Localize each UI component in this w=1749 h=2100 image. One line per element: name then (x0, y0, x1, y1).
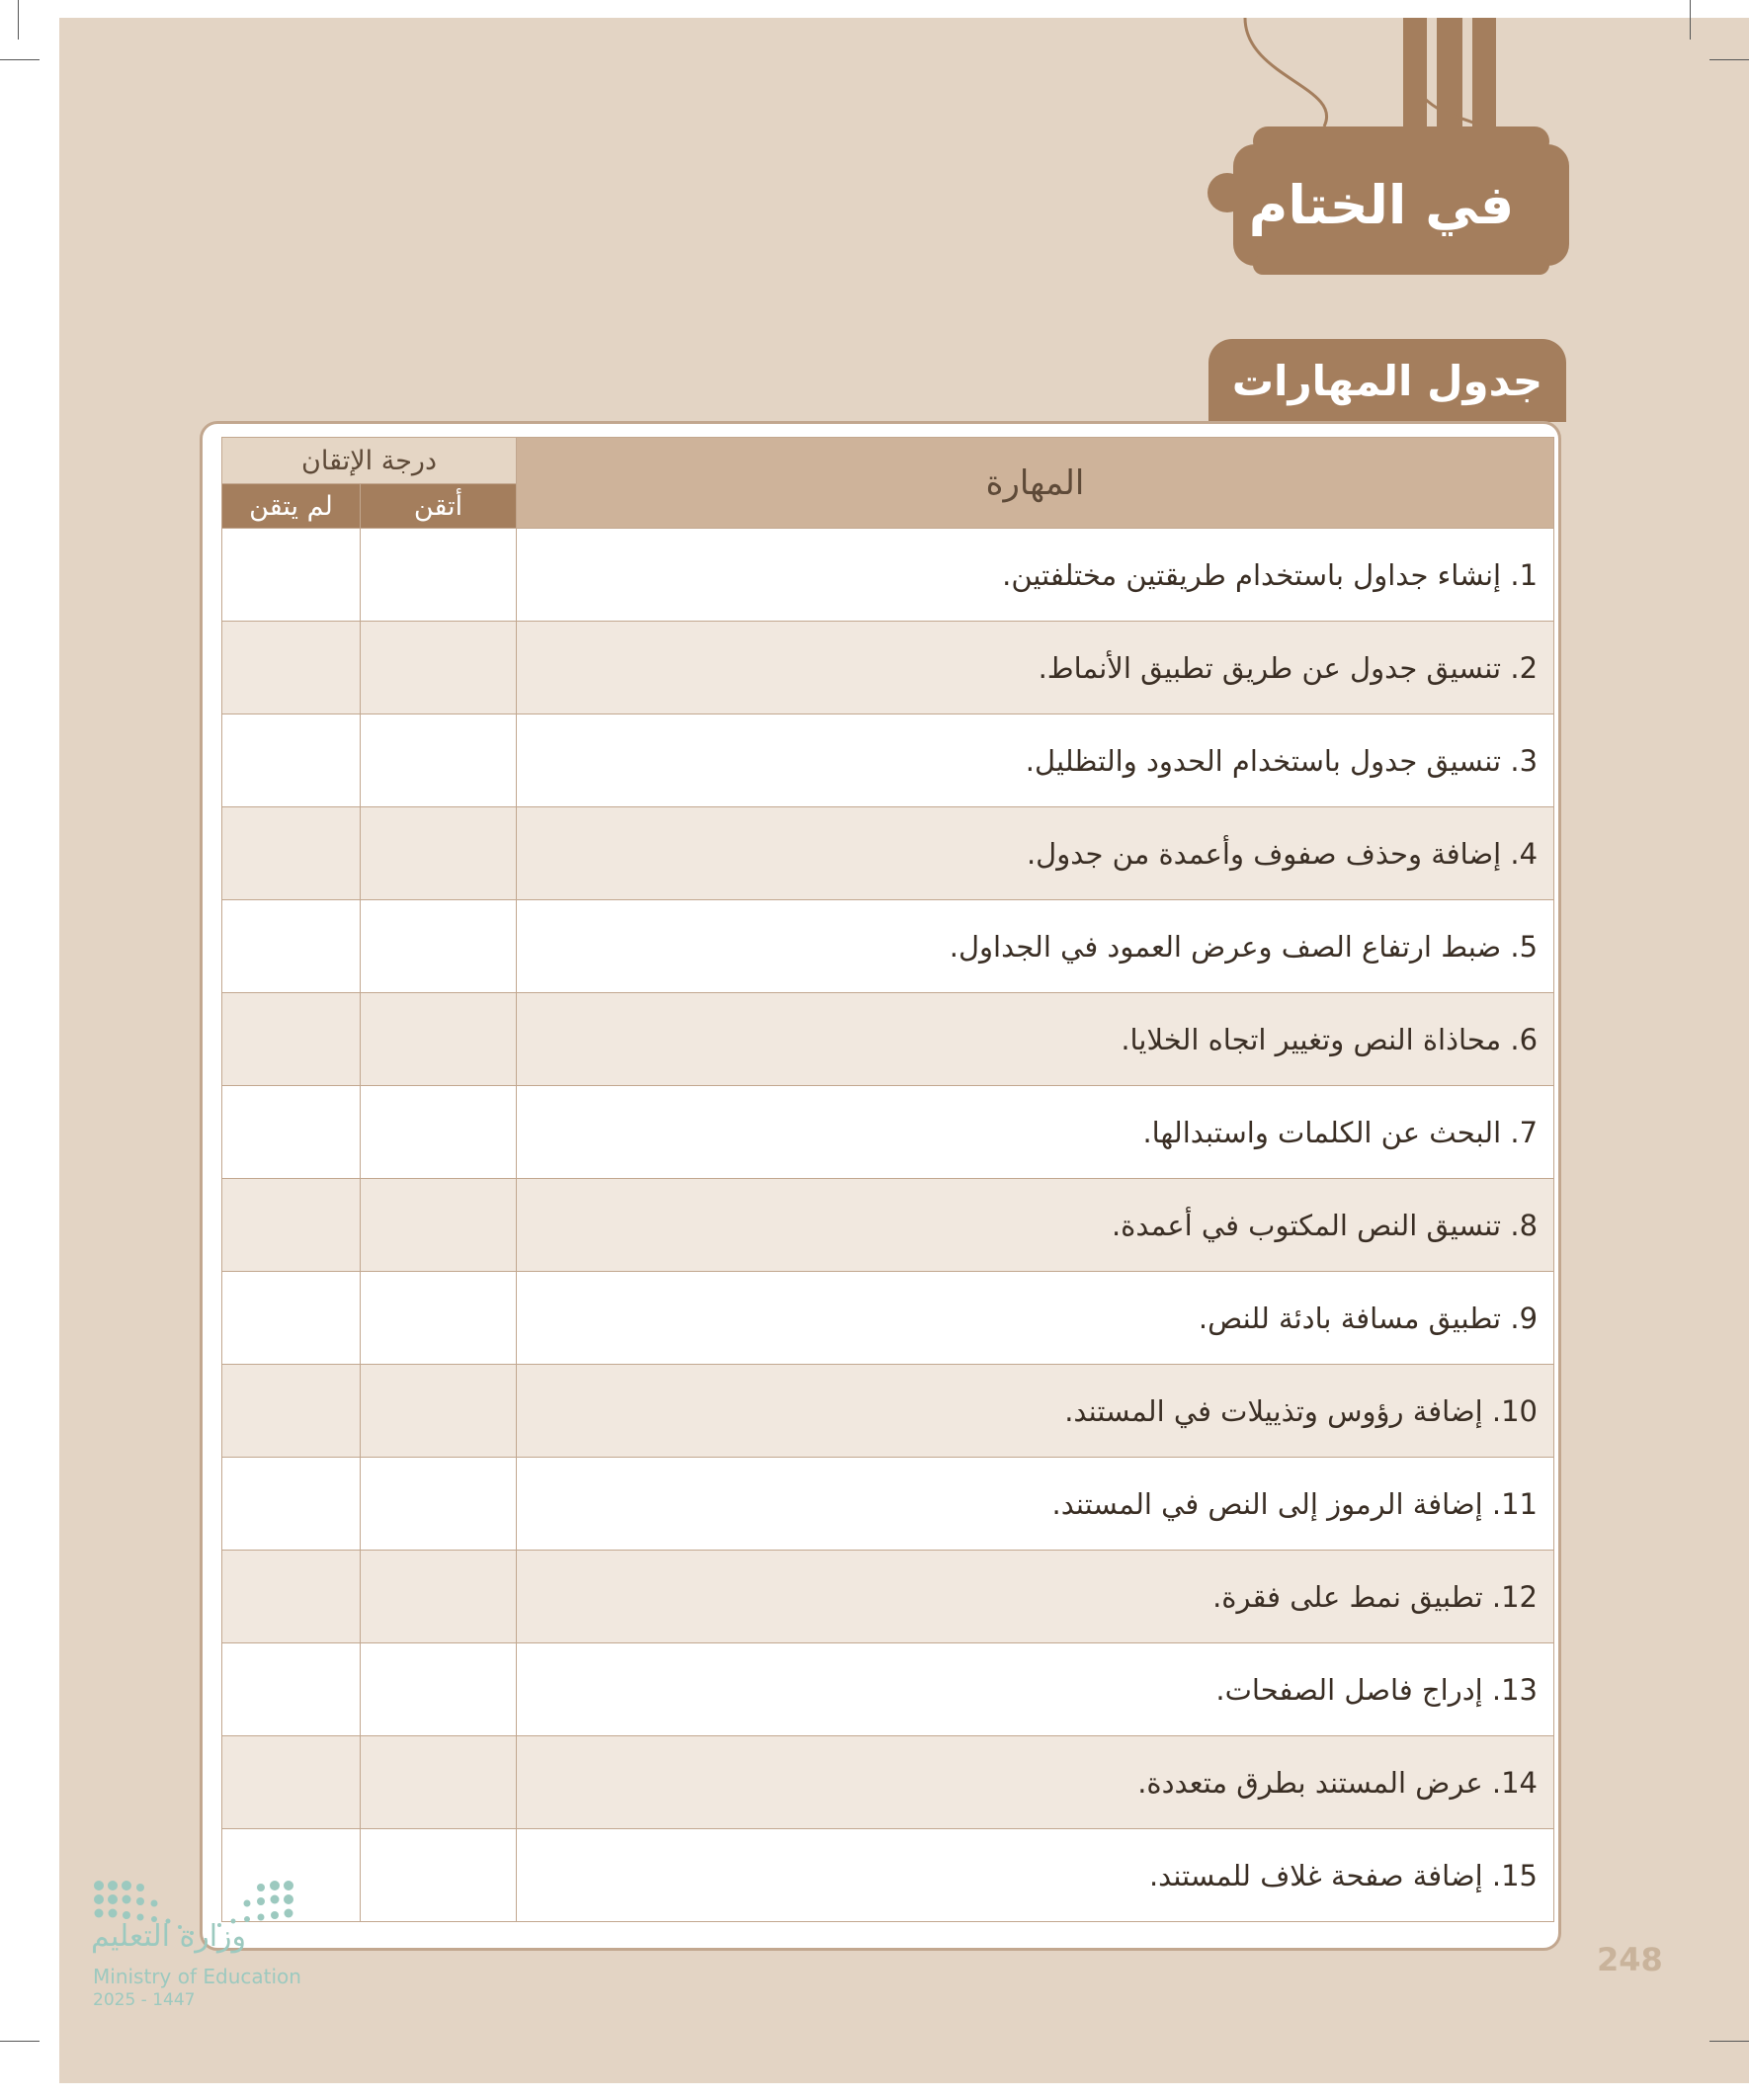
skill-text: 12. تطبيق نمط على فقرة. (517, 1551, 1554, 1643)
skill-text: 14. عرض المستند بطرق متعددة. (517, 1736, 1554, 1829)
not-mastered-cell[interactable] (222, 1086, 361, 1179)
table-row (222, 1086, 1554, 1179)
table-row (222, 1736, 1554, 1829)
mastered-header: أتقن (361, 484, 517, 529)
table-row (222, 807, 1554, 900)
not-mastered-cell[interactable] (222, 1272, 361, 1365)
mastered-cell[interactable] (361, 1272, 517, 1365)
skill-text: 8. تنسيق النص المكتوب في أعمدة. (517, 1179, 1554, 1272)
not-mastered-cell[interactable] (222, 1458, 361, 1551)
table-row (222, 714, 1554, 807)
skill-text: 7. البحث عن الكلمات واستبدالها. (517, 1086, 1554, 1179)
not-mastered-cell[interactable] (222, 1736, 361, 1829)
section-tab: جدول المهارات (1208, 339, 1566, 422)
not-mastered-cell[interactable] (222, 1179, 361, 1272)
skill-text: 1. إنشاء جداول باستخدام طريقتين مختلفتين. (517, 529, 1554, 622)
table-row (222, 1365, 1554, 1458)
logo-arabic-text: وزارة التعليم (91, 1919, 247, 1954)
skill-text: 11. إضافة الرموز إلى النص في المستند. (517, 1458, 1554, 1551)
skill-text: 4. إضافة وحذف صفوف وأعمدة من جدول. (517, 807, 1554, 900)
page-number: 248 (1597, 1941, 1663, 1978)
logo-year: 2025 - 1447 (93, 1990, 196, 2010)
table-row (222, 1272, 1554, 1365)
skill-text: 6. محاذاة النص وتغيير اتجاه الخلايا. (517, 993, 1554, 1086)
table-row (222, 1458, 1554, 1551)
not-mastered-cell[interactable] (222, 529, 361, 622)
skill-text: 5. ضبط ارتفاع الصف وعرض العمود في الجداول. (517, 900, 1554, 993)
logo-english-text: Ministry of Education (93, 1965, 301, 1988)
page-title: في الختام (1248, 174, 1515, 236)
mastered-cell[interactable] (361, 993, 517, 1086)
skills-table (221, 437, 1554, 1922)
skill-text: 15. إضافة صفحة غلاف للمستند. (517, 1829, 1554, 1922)
mastered-cell[interactable] (361, 1086, 517, 1179)
mastered-cell[interactable] (361, 1365, 517, 1458)
degree-header: درجة الإتقان (222, 438, 517, 484)
skill-text: 3. تنسيق جدول باستخدام الحدود والتظليل. (517, 714, 1554, 807)
not-mastered-cell[interactable] (222, 807, 361, 900)
skill-text: 2. تنسيق جدول عن طريق تطبيق الأنماط. (517, 622, 1554, 714)
mastered-cell[interactable] (361, 807, 517, 900)
mastered-cell[interactable] (361, 1829, 517, 1922)
not-mastered-cell[interactable] (222, 993, 361, 1086)
mastered-cell[interactable] (361, 622, 517, 714)
table-row (222, 1179, 1554, 1272)
skill-header: المهارة (517, 438, 1554, 529)
table-row (222, 1643, 1554, 1736)
table-row (222, 529, 1554, 622)
not-mastered-cell[interactable] (222, 900, 361, 993)
crop-mark (1709, 2041, 1749, 2042)
not-mastered-cell[interactable] (222, 622, 361, 714)
skill-text: 13. إدراج فاصل الصفحات. (517, 1643, 1554, 1736)
crop-mark (0, 2041, 40, 2042)
mastered-cell[interactable] (361, 1551, 517, 1643)
table-row (222, 1551, 1554, 1643)
not-mastered-cell[interactable] (222, 1643, 361, 1736)
mastered-cell[interactable] (361, 900, 517, 993)
crop-mark (0, 59, 40, 60)
mastered-cell[interactable] (361, 714, 517, 807)
not-mastered-cell[interactable] (222, 714, 361, 807)
not-mastered-cell[interactable] (222, 1551, 361, 1643)
table-row (222, 1829, 1554, 1922)
table-row (222, 622, 1554, 714)
table-row (222, 993, 1554, 1086)
mastered-cell[interactable] (361, 1736, 517, 1829)
mastered-cell[interactable] (361, 1179, 517, 1272)
table-row (222, 900, 1554, 993)
crop-mark (18, 0, 19, 40)
not-mastered-cell[interactable] (222, 1365, 361, 1458)
crop-mark (1690, 0, 1691, 40)
mastered-cell[interactable] (361, 1643, 517, 1736)
skill-text: 9. تطبيق مسافة بادئة للنص. (517, 1272, 1554, 1365)
not-mastered-header: لم يتقن (222, 484, 361, 529)
skill-text: 10. إضافة رؤوس وتذييلات في المستند. (517, 1365, 1554, 1458)
mastered-cell[interactable] (361, 529, 517, 622)
crop-mark (1709, 59, 1749, 60)
mastered-cell[interactable] (361, 1458, 517, 1551)
